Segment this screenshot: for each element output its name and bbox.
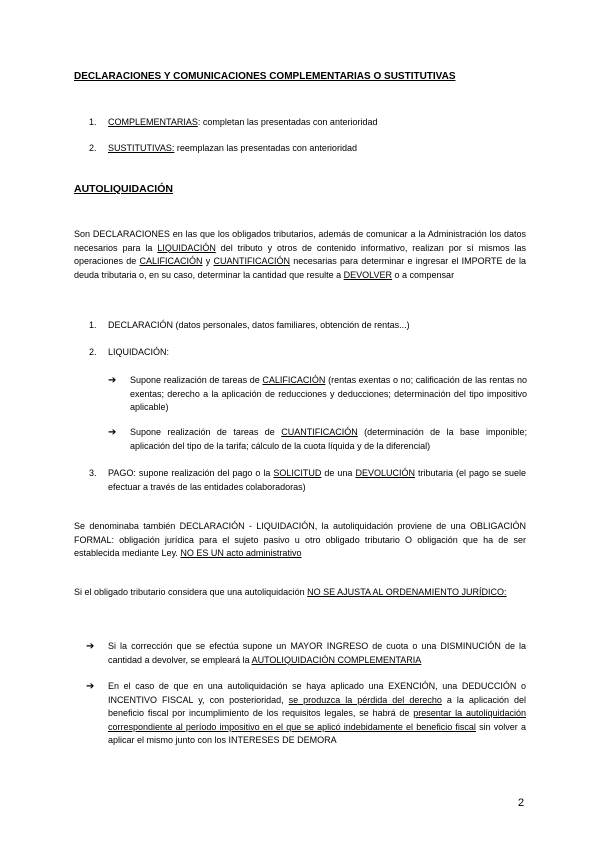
- step-text: LIQUIDACIÓN:: [108, 347, 170, 357]
- term-complementarias: COMPLEMENTARIAS: [108, 117, 198, 127]
- case-complementaria: ➔ Si la corrección que se efectúa supone un MAYOR INGRESO de cuota o una DISMINUCIÓN de la cantidad a devolver, se empleará la AUTOLIQUIDACIÓN COMPLEMENTARIA: [86, 641, 526, 665]
- arrow-icon: ➔: [86, 641, 95, 652]
- step-pago: 3. PAGO: supone realización del pago o la SOLICITUD de una DEVOLUCIÓN tributaria (el pago se suele efectuar a través de las entidades colaboradoras): [89, 468, 527, 492]
- list-number: 2.: [89, 347, 97, 357]
- document-title: DECLARACIONES Y COMUNICACIONES COMPLEMENTARIAS O SUSTITUTIVAS: [74, 71, 456, 82]
- arrow-icon: ➔: [86, 681, 95, 692]
- list-item-sustitutivas: [89, 143, 357, 153]
- obligacion-paragraph: Se denominaba también DECLARACIÓN - LIQUIDACIÓN, la autoliquidación proviene de una OBLIGACIÓN FORMAL: obligación jurídica para el sujeto pasivo u otro obligado tributario O obligación que ha de ser establecida mediante Ley. NO ES UN acto administrativo: [74, 521, 526, 558]
- intro-paragraph: Son DECLARACIONES en las que los obligados tributarios, además de comunicar a la Administración los datos necesarios para la LIQUIDACIÓN del tributo y otros de contenido informativo, realizan por sí mismos las operaciones de CALIFICACIÓN y CUANTIFICACIÓN necesarias para determinar e ingresar el IMPORTE de la deuda tributaria o, en su caso, determinar la cantidad que resulte a DEVOLVER o a compensar: [74, 229, 526, 280]
- ajuste-paragraph: Si el obligado tributario considera que una autoliquidación NO SE AJUSTA AL ORDENAMIENTO JURÍDICO:: [74, 587, 507, 597]
- list-number: 1.: [89, 117, 97, 127]
- list-item-complementarias: [89, 117, 378, 127]
- sub-item-calificacion: ➔ Supone realización de tareas de CALIFICACIÓN (rentas exentas o no; calificación de las rentas no exentas; derecho a la aplicación de reducciones y deducciones; determinación del tipo impositivo aplicable): [108, 375, 527, 412]
- step-declaracion: [89, 320, 410, 330]
- definition-text: reemplazan las presentadas con anterioridad: [174, 143, 357, 153]
- arrow-icon: ➔: [108, 375, 117, 386]
- list-number: 2.: [89, 143, 97, 153]
- step-liquidacion: [89, 347, 170, 357]
- section-heading: AUTOLIQUIDACIÓN: [74, 183, 173, 195]
- list-number: 1.: [89, 320, 97, 330]
- step-text: DECLARACIÓN (datos personales, datos familiares, obtención de rentas...): [108, 320, 410, 330]
- definition-text: : completan las presentadas con anterioridad: [197, 117, 378, 127]
- list-number: 3.: [89, 468, 97, 478]
- term-sustitutivas: SUSTITUTIVAS:: [108, 143, 175, 153]
- sub-item-cuantificacion: ➔ Supone realización de tareas de CUANTIFICACIÓN (determinación de la base imponible; aplicación del tipo de la tarifa; cálculo de la cuota líquida y de la diferencial): [108, 427, 527, 451]
- case-exencion: ➔ En el caso de que en una autoliquidación se haya aplicado una EXENCIÓN, una DEDUCCIÓN o INCENTIVO FISCAL y, con posterioridad, se produzca la pérdida del derecho a la aplicación del beneficio fiscal por incumplimiento de los requisitos legales, se habrá de presentar la autoliquidación correspondiente al período impositivo en el que se aplicó indebidamente el beneficio fiscal sin volver a aplicar el mismo junto con los INTERESES DE DEMORA: [86, 681, 526, 745]
- page-number: 2: [518, 797, 525, 809]
- arrow-icon: ➔: [108, 427, 117, 438]
